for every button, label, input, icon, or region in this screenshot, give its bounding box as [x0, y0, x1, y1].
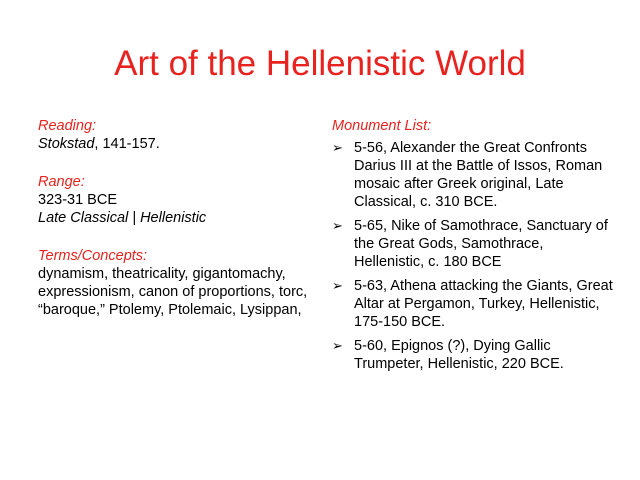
right-column [332, 117, 617, 379]
reading-label: Reading: [38, 118, 97, 134]
monument-text: 5-63, Athena attacking the Giants, Great Altar at Pergamon, Turkey, Hellenistic, 175-150 BCE. [354, 278, 613, 330]
arrow-bullet-icon: ➢ [332, 278, 343, 293]
list-item [332, 337, 617, 373]
arrow-bullet-icon: ➢ [332, 218, 343, 233]
list-item [332, 217, 617, 271]
reading-pages: , 141-157. [94, 136, 160, 152]
list-item [332, 139, 617, 211]
monument-text: 5-65, Nike of Samothrace, Sanctuary of the Great Gods, Samothrace, Hellenistic, c. 180 BCE [354, 218, 608, 270]
range-periods: Late Classical | Hellenistic [38, 210, 207, 226]
range-dates: 323-31 BCE [38, 192, 117, 208]
monument-text: 5-60, Epignos (?), Dying Gallic Trumpeter, Hellenistic, 220 BCE. [354, 338, 564, 372]
monument-text: 5-56, Alexander the Great Confronts Darius III at the Battle of Issos, Roman mosaic after Greek original, Late Classical, c. 310 BCE. [354, 140, 603, 210]
range-label: Range: [38, 174, 85, 190]
arrow-bullet-icon: ➢ [332, 338, 343, 353]
list-item [332, 277, 617, 331]
left-column [38, 117, 308, 319]
monument-label: Monument List: [332, 118, 432, 134]
arrow-bullet-icon: ➢ [332, 140, 343, 155]
reading-source: Stokstad [38, 136, 95, 152]
reading-line [38, 135, 308, 153]
terms-text: dynamism, theatricality, gigantomachy, expressionism, canon of proportions, torc, “baroque,” Ptolemy, Ptolemaic, Lysippan, [38, 266, 308, 318]
terms-label: Terms/Concepts: [38, 248, 148, 264]
slide-title: Art of the Hellenistic World [114, 44, 526, 83]
monument-list [332, 139, 617, 373]
